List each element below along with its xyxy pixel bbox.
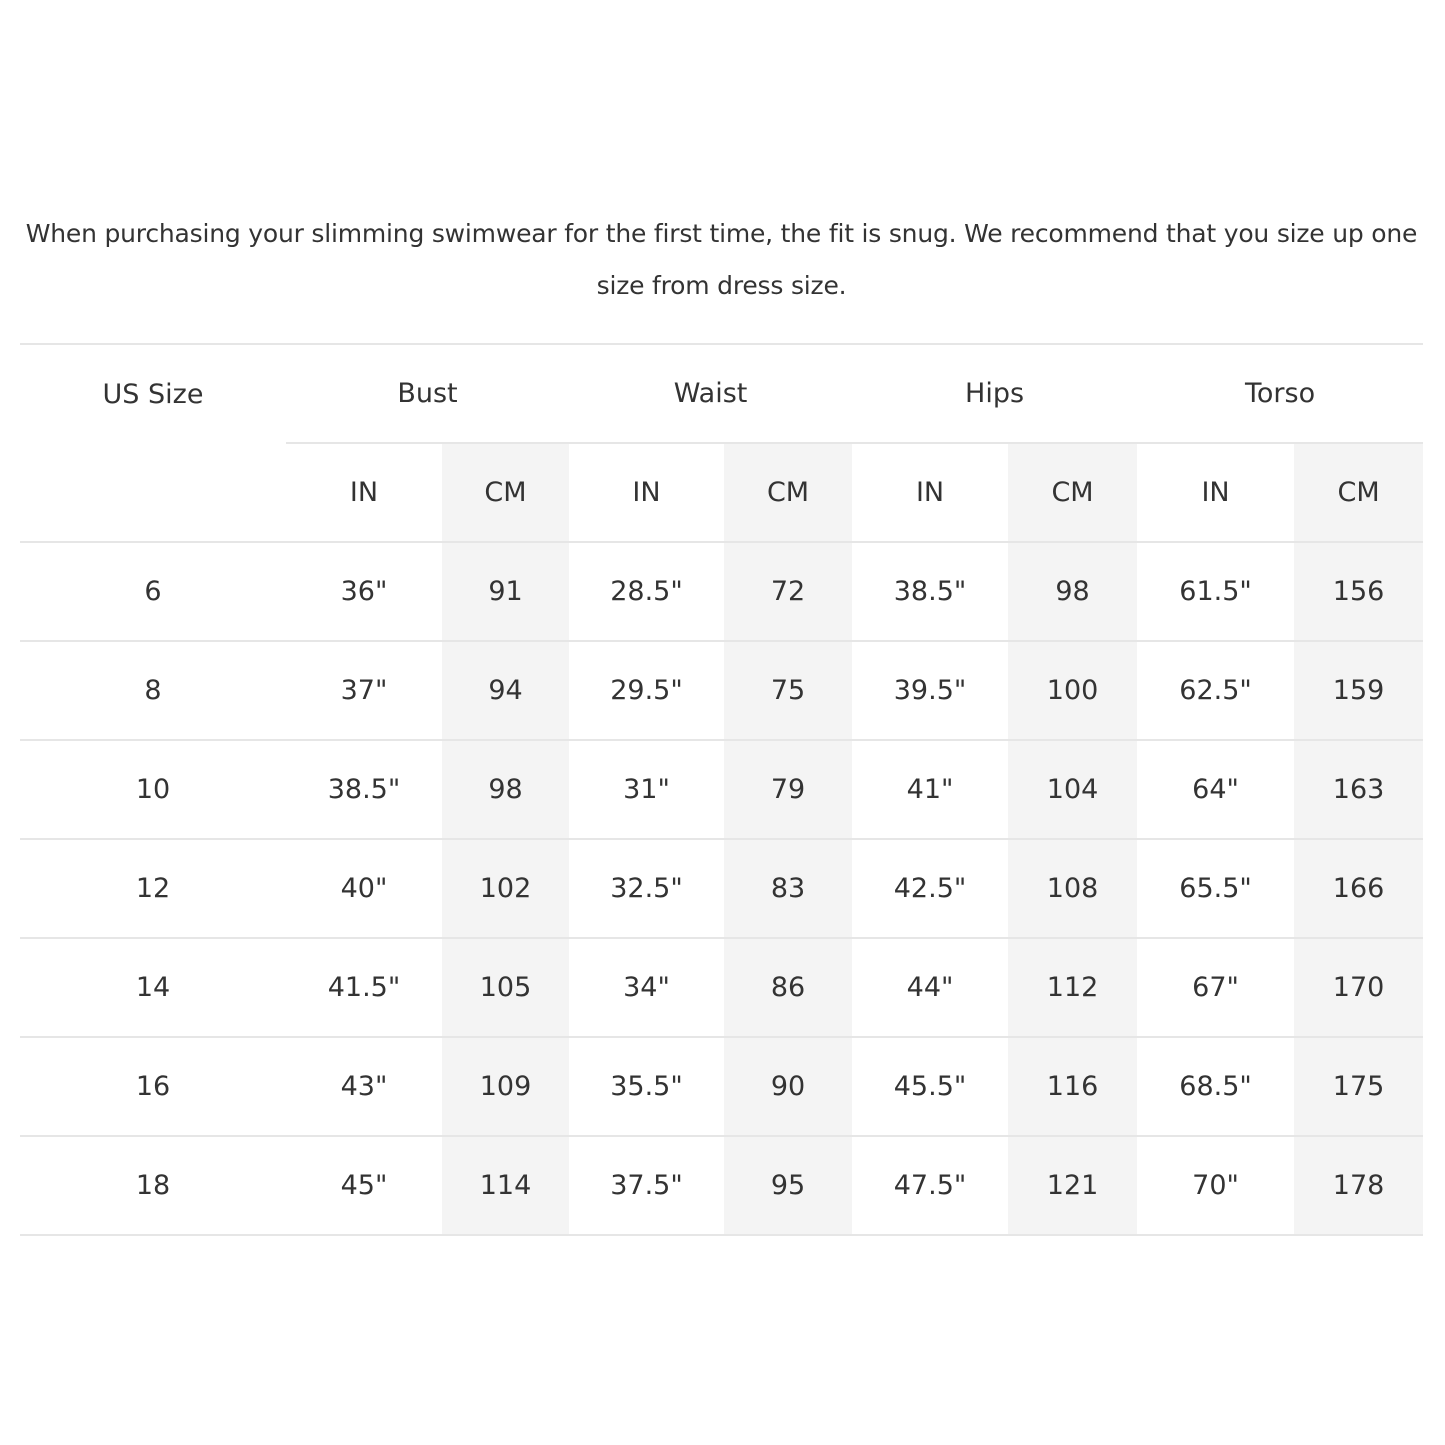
unit-spacer-cell: [20, 443, 286, 542]
inch-value-cell: 68.5": [1137, 1037, 1294, 1136]
table-row: [20, 839, 1423, 938]
cm-value-cell: 98: [1008, 542, 1137, 641]
inch-value-cell: 62.5": [1137, 641, 1294, 740]
unit-header-cell: CM: [724, 443, 852, 542]
cm-value-cell: 170: [1294, 938, 1423, 1037]
cm-value-cell: 175: [1294, 1037, 1423, 1136]
inch-value-cell: 65.5": [1137, 839, 1294, 938]
size-cell: 12: [20, 839, 286, 938]
inch-value-cell: 34": [569, 938, 724, 1037]
inch-value-cell: 37.5": [569, 1136, 724, 1235]
inch-value-cell: 29.5": [569, 641, 724, 740]
inch-value-cell: 40": [286, 839, 442, 938]
cm-value-cell: 95: [724, 1136, 852, 1235]
unit-header-cell: CM: [1008, 443, 1137, 542]
size-cell: 8: [20, 641, 286, 740]
size-cell: 16: [20, 1037, 286, 1136]
cm-value-cell: 112: [1008, 938, 1137, 1037]
cm-value-cell: 116: [1008, 1037, 1137, 1136]
cm-value-cell: 121: [1008, 1136, 1137, 1235]
cm-value-cell: 178: [1294, 1136, 1423, 1235]
cm-value-cell: 156: [1294, 542, 1423, 641]
inch-value-cell: 45.5": [852, 1037, 1008, 1136]
us-size-header: US Size: [20, 344, 286, 443]
cm-value-cell: 72: [724, 542, 852, 641]
table-row: [20, 1037, 1423, 1136]
torso-header: Torso: [1137, 344, 1423, 443]
inch-value-cell: 28.5": [569, 542, 724, 641]
cm-value-cell: 166: [1294, 839, 1423, 938]
size-chart-table: [20, 343, 1423, 1236]
inch-value-cell: 38.5": [286, 740, 442, 839]
inch-value-cell: 42.5": [852, 839, 1008, 938]
inch-value-cell: 70": [1137, 1136, 1294, 1235]
cm-value-cell: 94: [442, 641, 569, 740]
bust-header: Bust: [286, 344, 569, 443]
inch-value-cell: 37": [286, 641, 442, 740]
cm-value-cell: 163: [1294, 740, 1423, 839]
table-row: [20, 938, 1423, 1037]
cm-value-cell: 98: [442, 740, 569, 839]
inch-value-cell: 36": [286, 542, 442, 641]
unit-header-cell: CM: [442, 443, 569, 542]
cm-value-cell: 104: [1008, 740, 1137, 839]
size-guide-intro: When purchasing your slimming swimwear for the first time, the fit is snug. We recommend that you size up one size from dress size.: [25, 219, 1418, 300]
inch-value-cell: 35.5": [569, 1037, 724, 1136]
table-row: [20, 740, 1423, 839]
inch-value-cell: 31": [569, 740, 724, 839]
inch-value-cell: 38.5": [852, 542, 1008, 641]
cm-value-cell: 79: [724, 740, 852, 839]
inch-value-cell: 41": [852, 740, 1008, 839]
inch-value-cell: 41.5": [286, 938, 442, 1037]
inch-value-cell: 61.5": [1137, 542, 1294, 641]
table-row: [20, 542, 1423, 641]
waist-header: Waist: [569, 344, 852, 443]
unit-header-cell: CM: [1294, 443, 1423, 542]
cm-value-cell: 108: [1008, 839, 1137, 938]
inch-value-cell: 32.5": [569, 839, 724, 938]
cm-value-cell: 100: [1008, 641, 1137, 740]
inch-value-cell: 44": [852, 938, 1008, 1037]
cm-value-cell: 105: [442, 938, 569, 1037]
table-header-row: [20, 344, 1423, 443]
cm-value-cell: 102: [442, 839, 569, 938]
unit-header-cell: IN: [286, 443, 442, 542]
table-row: [20, 1136, 1423, 1235]
size-cell: 10: [20, 740, 286, 839]
unit-header-cell: IN: [569, 443, 724, 542]
hips-header: Hips: [852, 344, 1137, 443]
table-row: [20, 641, 1423, 740]
unit-header-cell: IN: [852, 443, 1008, 542]
inch-value-cell: 39.5": [852, 641, 1008, 740]
inch-value-cell: 47.5": [852, 1136, 1008, 1235]
cm-value-cell: 90: [724, 1037, 852, 1136]
unit-header-cell: IN: [1137, 443, 1294, 542]
inch-value-cell: 45": [286, 1136, 442, 1235]
cm-value-cell: 91: [442, 542, 569, 641]
cm-value-cell: 109: [442, 1037, 569, 1136]
cm-value-cell: 86: [724, 938, 852, 1037]
inch-value-cell: 64": [1137, 740, 1294, 839]
size-cell: 18: [20, 1136, 286, 1235]
cm-value-cell: 83: [724, 839, 852, 938]
size-cell: 6: [20, 542, 286, 641]
unit-header-row: [20, 443, 1423, 542]
cm-value-cell: 114: [442, 1136, 569, 1235]
cm-value-cell: 75: [724, 641, 852, 740]
inch-value-cell: 67": [1137, 938, 1294, 1037]
inch-value-cell: 43": [286, 1037, 442, 1136]
size-cell: 14: [20, 938, 286, 1037]
cm-value-cell: 159: [1294, 641, 1423, 740]
